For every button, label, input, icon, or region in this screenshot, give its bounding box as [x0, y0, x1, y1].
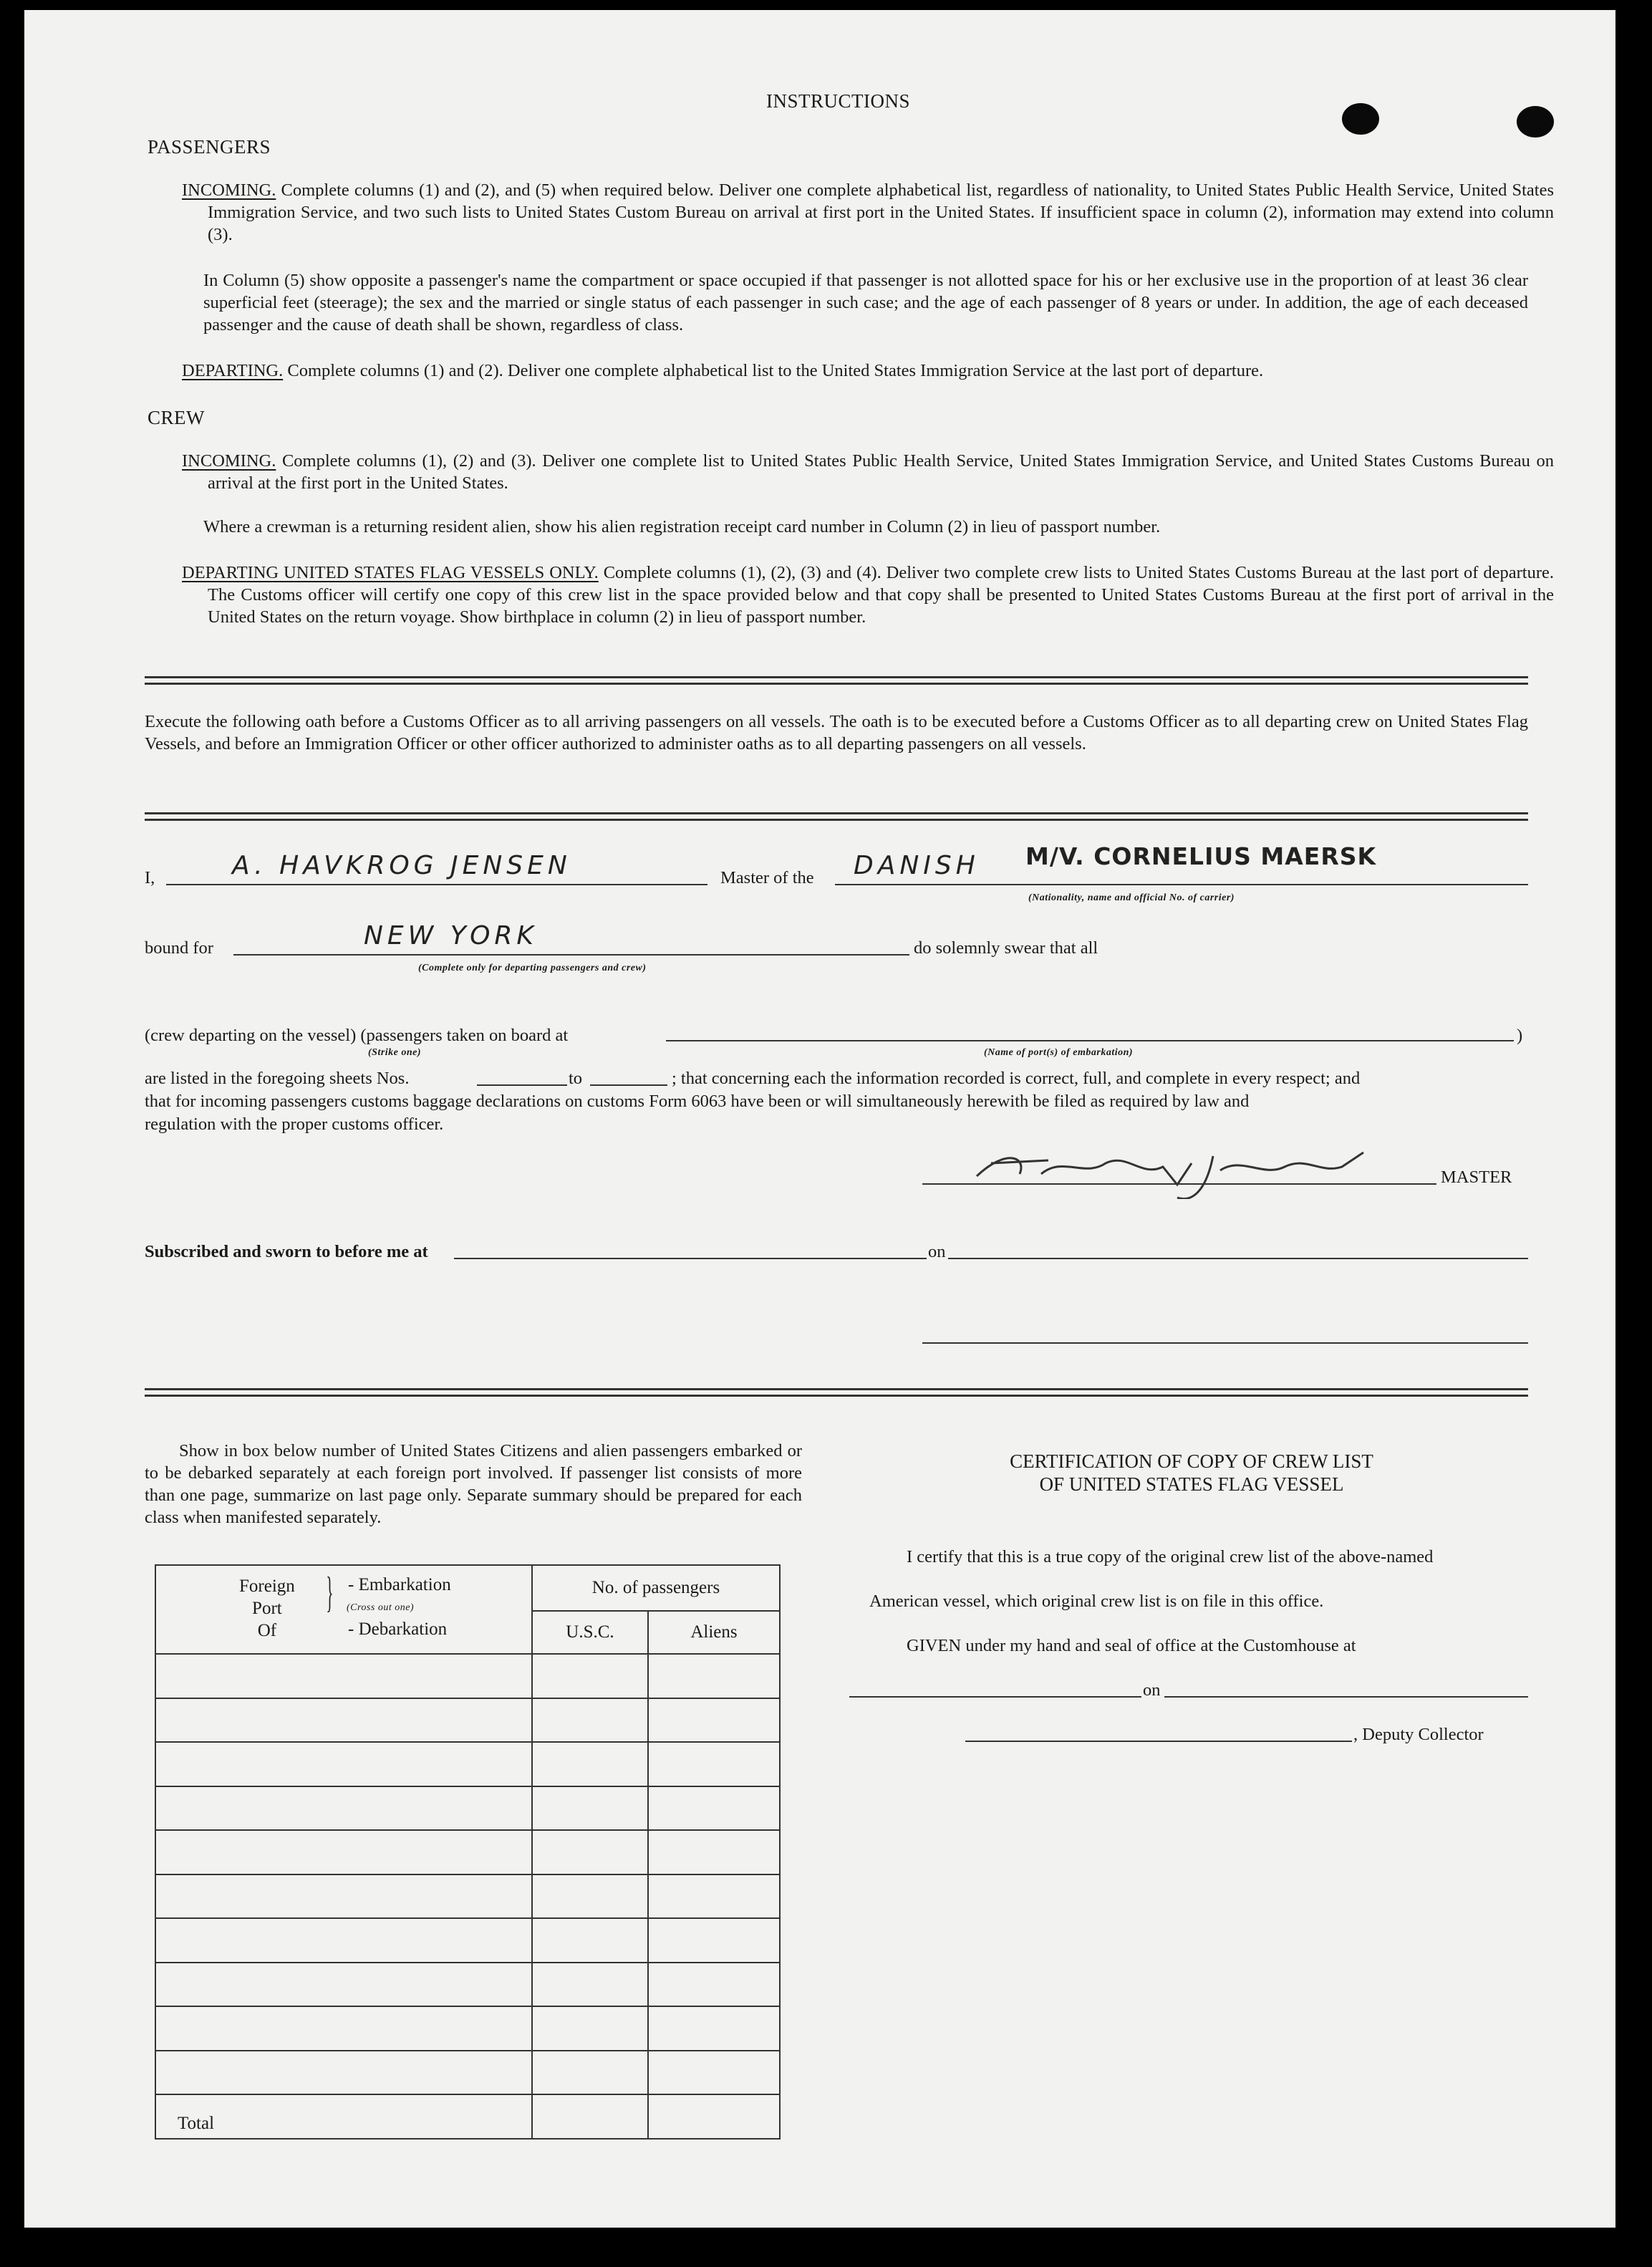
- sworn-on-label: on: [928, 1242, 946, 1261]
- total-label: Total: [155, 2094, 532, 2139]
- sworn-on-line: [948, 1258, 1528, 1259]
- port-cell[interactable]: [155, 1918, 532, 1963]
- embarkation-label[interactable]: - Embarkation: [348, 1575, 451, 1594]
- deputy-signature-line: [965, 1741, 1352, 1742]
- port-cell[interactable]: [155, 1698, 532, 1743]
- destination-field[interactable]: NEW YORK: [364, 921, 538, 950]
- page-title: INSTRUCTIONS: [766, 90, 911, 112]
- master-signature-line: [922, 1183, 1436, 1185]
- i-label: I,: [145, 868, 155, 887]
- summary-instructions: Show in box below number of United States Citizens and alien passengers embarked or to be debarked separately at each foreign port involved. If passenger list consists of more than one page, summarize on last page only. Separate summary should be prepared for each class when manifested separately.: [145, 1441, 802, 1527]
- vessel-name-stamp: M/V. CORNELIUS MAERSK: [1025, 842, 1377, 870]
- certification-title: [869, 1450, 1514, 1496]
- crew-departing-text: Complete columns (1), (2), (3) and (4). Deliver two complete crew lists to United States Customs Bureau at the last port of departure. The Customs officer will certify one copy of this crew list in the space provided below and that copy shall be presented to United States Customs Bureau at the first port of arrival in the United States on the return voyage. Show birthplace in column (2) in lieu of passport number.: [208, 563, 1554, 627]
- punch-hole: [1517, 106, 1554, 138]
- crew-departing-label: DEPARTING UNITED STATES FLAG VESSELS ONLY.: [182, 563, 599, 582]
- of-label: Of: [257, 1621, 277, 1640]
- embarkation-port-line: [666, 1040, 1514, 1041]
- close-paren: ): [1517, 1026, 1523, 1045]
- listed-label: are listed in the foregoing sheets Nos.: [145, 1069, 410, 1088]
- usc-cell[interactable]: [532, 1786, 648, 1831]
- port-cell[interactable]: [155, 1742, 532, 1786]
- master-name-line: [166, 884, 707, 885]
- form-page: [24, 10, 1615, 2228]
- master-of-label: Master of the: [720, 868, 814, 887]
- aliens-header: Aliens: [648, 1611, 780, 1654]
- aliens-cell[interactable]: [648, 1830, 780, 1874]
- crew-incoming-label: INCOMING.: [182, 451, 276, 471]
- aliens-cell[interactable]: [648, 1963, 780, 2007]
- strike-one-caption: (Strike one): [368, 1047, 422, 1058]
- vessel-line: [835, 884, 1528, 885]
- foreign-label: Foreign: [239, 1577, 295, 1596]
- crew-incoming-paragraph: [182, 450, 1554, 494]
- passengers-departing-label: DEPARTING.: [182, 361, 284, 380]
- certification-text-2: American vessel, which original crew list is on file in this office.: [869, 1592, 1324, 1611]
- passengers-incoming-label: INCOMING.: [182, 181, 276, 200]
- crew-incoming-text: Complete columns (1), (2) and (3). Deliver one complete list to United States Public Health Service, United States Immigration Service, and United States Customs Bureau on arrival at the first port in the United States.: [208, 451, 1554, 493]
- crew-departing-text: (crew departing on the vessel) (passengers taken on board at: [145, 1026, 569, 1045]
- port-cell[interactable]: [155, 1874, 532, 1919]
- table-row: [155, 1786, 780, 1831]
- crew-departing-paragraph: [182, 562, 1554, 628]
- port-cell[interactable]: [155, 2051, 532, 2095]
- table-row: [155, 1963, 780, 2007]
- total-aliens-cell[interactable]: [648, 2094, 780, 2139]
- section-divider: [145, 812, 1528, 821]
- aliens-cell[interactable]: [648, 1742, 780, 1786]
- brace-icon: }: [326, 1569, 334, 1616]
- usc-cell[interactable]: [532, 1654, 648, 1698]
- aliens-cell[interactable]: [648, 1654, 780, 1698]
- port-label: Port: [252, 1599, 282, 1618]
- certification-title-line-1: CERTIFICATION OF COPY OF CREW LIST: [1010, 1450, 1373, 1472]
- table-row: [155, 1698, 780, 1743]
- usc-header: U.S.C.: [532, 1611, 648, 1654]
- section-divider: [145, 676, 1528, 685]
- destination-caption: (Complete only for departing passengers and crew): [418, 963, 647, 973]
- aliens-cell[interactable]: [648, 2051, 780, 2095]
- nationality-field[interactable]: DANISH: [854, 851, 980, 880]
- total-usc-cell[interactable]: [532, 2094, 648, 2139]
- port-cell[interactable]: [155, 1830, 532, 1874]
- debarkation-label[interactable]: - Debarkation: [348, 1619, 448, 1639]
- no-passengers-header: No. of passengers: [532, 1565, 780, 1611]
- certification-text-3: GIVEN under my hand and seal of office at the Customhouse at: [907, 1636, 1356, 1655]
- subscribed-label: Subscribed and sworn to before me at: [145, 1242, 428, 1261]
- aliens-cell[interactable]: [648, 1918, 780, 1963]
- usc-cell[interactable]: [532, 2006, 648, 2051]
- usc-cell[interactable]: [532, 2051, 648, 2095]
- master-signature: [962, 1135, 1392, 1199]
- aliens-cell[interactable]: [648, 1786, 780, 1831]
- master-label: MASTER: [1441, 1168, 1512, 1187]
- oath-intro: Execute the following oath before a Customs Officer as to all arriving passengers on all vessels. The oath is to be executed before a Customs Officer as to all departing crew on United States Flag Vessels, and before an Immigration Officer or other officer authorized to administer oaths as to all departing passengers on all vessels.: [145, 712, 1528, 754]
- passenger-summary-table: [155, 1564, 781, 2140]
- usc-cell[interactable]: [532, 1698, 648, 1743]
- table-row: [155, 1874, 780, 1919]
- port-cell[interactable]: [155, 1963, 532, 2007]
- port-cell[interactable]: [155, 1786, 532, 1831]
- passengers-departing-paragraph: [182, 360, 1528, 382]
- certification-title-line-2: OF UNITED STATES FLAG VESSEL: [1039, 1473, 1344, 1495]
- passengers-incoming-paragraph: [182, 179, 1554, 246]
- table-row: [155, 1654, 780, 1698]
- foreign-port-header: [155, 1565, 532, 1654]
- swear-text: do solemnly swear that all: [914, 938, 1098, 958]
- table-row: [155, 1742, 780, 1786]
- table-row: [155, 2006, 780, 2051]
- aliens-cell[interactable]: [648, 1874, 780, 1919]
- passengers-departing-text: Complete columns (1) and (2). Deliver one complete alphabetical list to the United States Immigration Service at the last port of departure.: [287, 361, 1264, 380]
- punch-hole: [1342, 103, 1379, 135]
- to-label: to: [569, 1069, 583, 1088]
- usc-cell[interactable]: [532, 1742, 648, 1786]
- port-caption: (Name of port(s) of embarkation): [984, 1047, 1134, 1058]
- table-row: [155, 1918, 780, 1963]
- passengers-incoming-text: Complete columns (1) and (2), and (5) when required below. Deliver one complete alphabetical list, regardless of nationality, to United States Public Health Service, United States Immigration Service, and two such lists to United States Custom Bureau on arrival at first port in the United States. If insufficient space in column (2), information may extend into column (3).: [208, 181, 1554, 244]
- aliens-cell[interactable]: [648, 1698, 780, 1743]
- section-divider: [145, 1388, 1528, 1397]
- passengers-heading: PASSENGERS: [148, 136, 271, 158]
- listed-text-3: regulation with the proper customs officer.: [145, 1115, 444, 1134]
- table-row: [155, 1830, 780, 1874]
- listed-text-2: that for incoming passengers customs baggage declarations on customs Form 6063 have been or will simultaneously herewith be filed as required by law and: [145, 1092, 1250, 1111]
- passengers-column5-text: In Column (5) show opposite a passenger's name the compartment or space occupied if that passenger is not allotted space for his or her exclusive use in the proportion of at least 36 clear superficial feet (steerage); the sex and the married or single status of each passenger in such case; and the age of each passenger of 8 years or under. In addition, the age of each deceased passenger and the cause of death shall be shown, regardless of class.: [203, 271, 1528, 334]
- aliens-cell[interactable]: [648, 2006, 780, 2051]
- sheet-from-line: [477, 1084, 567, 1086]
- officer-signature-line: [922, 1342, 1528, 1344]
- sheet-to-line: [590, 1084, 667, 1086]
- crew-resident-text: Where a crewman is a returning resident alien, show his alien registration receipt card number in Column (2) in lieu of passport number.: [203, 517, 1161, 536]
- crew-heading: CREW: [148, 407, 205, 428]
- certification-on-label: on: [1143, 1680, 1161, 1700]
- port-cell[interactable]: [155, 2006, 532, 2051]
- certification-place-line: [849, 1696, 1141, 1698]
- table-row: [155, 2051, 780, 2095]
- certification-date-line: [1164, 1696, 1528, 1698]
- usc-cell[interactable]: [532, 1918, 648, 1963]
- deputy-collector-label: , Deputy Collector: [1353, 1725, 1484, 1744]
- usc-cell[interactable]: [532, 1830, 648, 1874]
- certification-text-1: I certify that this is a true copy of the original crew list of the above-named: [907, 1547, 1434, 1566]
- bound-for-label: bound for: [145, 938, 213, 958]
- sworn-at-line: [454, 1258, 927, 1259]
- usc-cell[interactable]: [532, 1874, 648, 1919]
- cross-out-caption: (Cross out one): [347, 1602, 415, 1613]
- usc-cell[interactable]: [532, 1963, 648, 2007]
- vessel-caption: (Nationality, name and official No. of carrier): [1028, 892, 1235, 903]
- port-cell[interactable]: [155, 1654, 532, 1698]
- destination-line: [233, 954, 909, 956]
- listed-text-1: ; that concerning each the information recorded is correct, full, and complete in every respect; and: [672, 1069, 1361, 1088]
- master-name-field[interactable]: A. HAVKROG JENSEN: [232, 851, 571, 880]
